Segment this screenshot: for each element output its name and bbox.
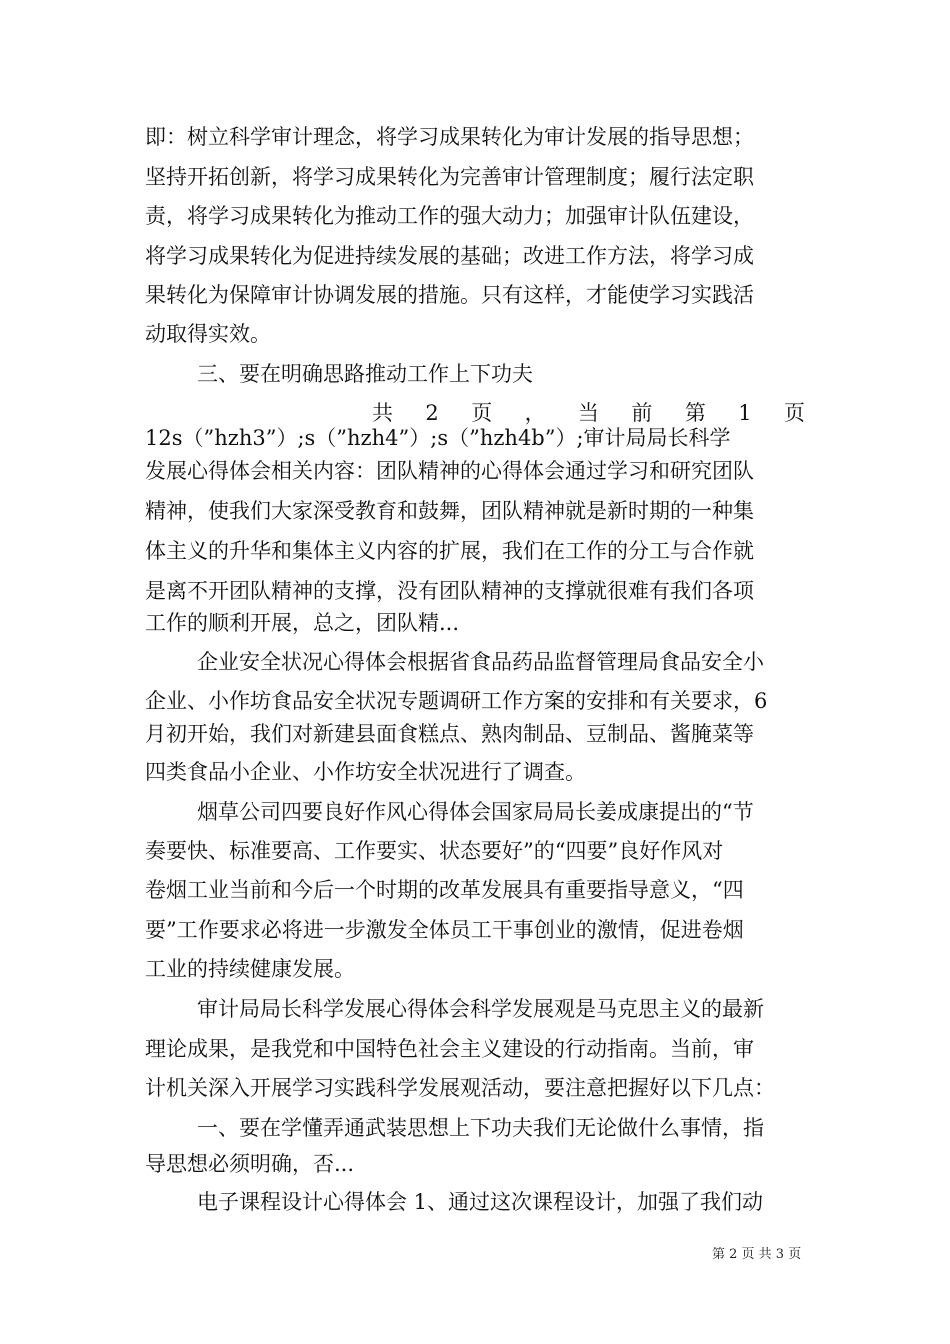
page-indicator-char: 当 bbox=[578, 401, 599, 425]
page-indicator-char: 共 bbox=[372, 401, 393, 425]
text-line: 月初开始，我们对新建县面食糕点、熟肉制品、豆制品、酱腌菜等 bbox=[145, 722, 754, 746]
text-line: 一、要在学懂弄通武装思想上下功夫我们无论做什么事情，指 bbox=[197, 1116, 764, 1140]
text-line: 电子课程设计心得体会 1、通过这次课程设计，加强了我们动 bbox=[197, 1190, 764, 1214]
text-line: 计机关深入开展学习实践科学发展观活动，要注意把握好以下几点： bbox=[145, 1076, 775, 1100]
text-line: 企业、小作坊食品安全状况专题调研工作方案的安排和有关要求，6 bbox=[145, 689, 768, 713]
text-line: 动取得实效。 bbox=[145, 322, 271, 346]
text-line: 工业的持续健康发展。 bbox=[145, 957, 355, 981]
page-indicator bbox=[372, 399, 805, 427]
text-line: 要”工作要求必将进一步激发全体员工干事创业的激情，促进卷烟 bbox=[145, 918, 744, 942]
page-indicator-char: 页 bbox=[784, 401, 805, 425]
page-indicator-char: 1 bbox=[738, 401, 752, 425]
text-line: 工作的顺利开展，总之，团队精... bbox=[145, 611, 460, 635]
text-line: 责，将学习成果转化为推动工作的强大动力；加强审计队伍建设， bbox=[145, 204, 754, 228]
text-line: 12s（”hzh3”）;s（”hzh4”）;s（”hzh4b”）;审计局局长科学 bbox=[145, 426, 731, 450]
page-indicator-char: ， bbox=[524, 401, 546, 425]
text-line: 理论成果，是我党和中国特色社会主义建设的行动指南。当前，审 bbox=[145, 1037, 754, 1061]
text-line: 导思想必须明确，否... bbox=[145, 1152, 355, 1176]
page-indicator-char: 2 bbox=[425, 401, 439, 425]
page-indicator-char: 第 bbox=[684, 401, 706, 425]
section-heading: 三、要在明确思路推动工作上下功夫 bbox=[197, 362, 533, 386]
text-line: 精神，使我们大家深受教育和鼓舞，团队精神就是新时期的一种集 bbox=[145, 499, 754, 523]
text-line: 四类食品小企业、小作坊安全状况进行了调查。 bbox=[145, 760, 586, 784]
text-line: 坚持开拓创新，将学习成果转化为完善审计管理制度；履行法定职 bbox=[145, 165, 754, 189]
text-line: 奏要快、标准要高、工作要实、状态要好”的“四要”良好作风对 bbox=[145, 839, 724, 863]
text-line: 是离不开团队精神的支撑，没有团队精神的支撑就很难有我们各项 bbox=[145, 579, 754, 603]
text-line: 烟草公司四要良好作风心得体会国家局局长姜成康提出的“节 bbox=[197, 800, 754, 824]
page-indicator-char: 前 bbox=[631, 401, 653, 425]
text-line: 企业安全状况心得体会根据省食品药品监督管理局食品安全小 bbox=[197, 650, 764, 674]
page-footer: 第 2 页 共 3 页 bbox=[712, 1247, 802, 1262]
text-line: 审计局局长科学发展心得体会科学发展观是马克思主义的最新 bbox=[197, 997, 764, 1021]
text-line: 发展心得体会相关内容：团队精神的心得体会通过学习和研究团队 bbox=[145, 459, 754, 483]
text-line: 将学习成果转化为促进持续发展的基础；改进工作方法，将学习成 bbox=[145, 244, 754, 268]
text-line: 果转化为保障审计协调发展的措施。只有这样，才能使学习实践活 bbox=[145, 283, 754, 307]
text-line: 体主义的升华和集体主义内容的扩展，我们在工作的分工与合作就 bbox=[145, 539, 754, 563]
text-line: 即：树立科学审计理念，将学习成果转化为审计发展的指导思想； bbox=[145, 125, 754, 149]
page-indicator-char: 页 bbox=[471, 401, 493, 425]
text-line: 卷烟工业当前和今后一个时期的改革发展具有重要指导意义，“四 bbox=[145, 878, 744, 902]
